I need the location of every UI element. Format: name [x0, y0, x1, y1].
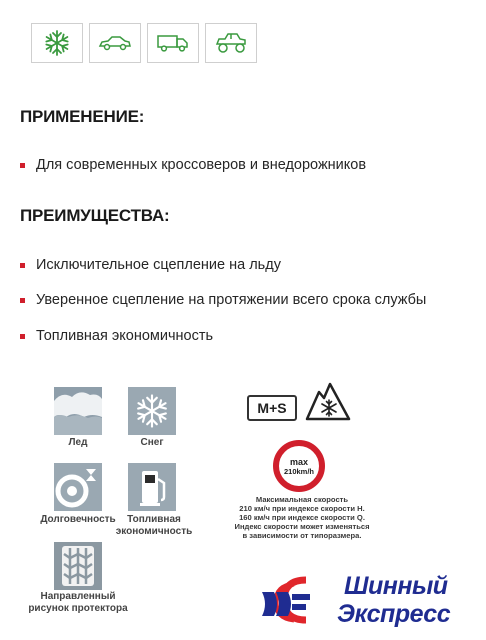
- advantages-heading: ПРЕИМУЩЕСТВА:: [20, 206, 170, 225]
- tread-label-line1: Направленный: [40, 591, 116, 602]
- snow-label: Снег: [140, 437, 164, 448]
- speed-info-line: Индекс скорости может изменяться: [234, 522, 370, 531]
- brand-name-line1: Шинный: [344, 572, 448, 600]
- mud-snow-badge: M+S: [247, 395, 297, 421]
- durability-label: Долговечность: [40, 514, 116, 525]
- tire-hourglass-icon: [54, 463, 102, 511]
- brand-logo-mark: [262, 570, 342, 635]
- bullet-marker: [20, 263, 25, 268]
- tread-label-line2: рисунок протектора: [28, 603, 128, 614]
- list-item: [20, 157, 366, 173]
- car-icon: [89, 23, 141, 63]
- fuel-pump-icon: [128, 463, 176, 511]
- advantage-item-text: Уверенное сцепление на протяжении всего срока службы: [36, 292, 427, 308]
- speed-max-label: max: [289, 456, 308, 467]
- application-heading: ПРИМЕНЕНИЕ:: [20, 107, 145, 126]
- speed-info-line: 160 км/ч при индексе скорости Q.: [239, 513, 365, 522]
- bullet-marker: [20, 298, 25, 303]
- bullet-marker: [20, 163, 25, 168]
- bullet-marker: [20, 334, 25, 339]
- offroad-icon: [205, 23, 257, 63]
- speed-info-line: 210 км/ч при индексе скорости H.: [239, 504, 365, 513]
- speed-info-line: в зависимости от типоразмера.: [242, 531, 362, 540]
- speed-info-line: Максимальная скорость: [255, 495, 349, 504]
- snowflake-icon: [128, 387, 176, 435]
- advantage-item-text: Исключительное сцепление на льду: [36, 257, 281, 273]
- speed-value: 210km/h: [283, 466, 315, 476]
- tread-pattern-icon: [54, 542, 102, 590]
- snowflake-icon: [31, 23, 83, 63]
- truck-icon: [147, 23, 199, 63]
- ice-label: Лед: [68, 437, 88, 448]
- mountain-snowflake-icon: [304, 378, 352, 427]
- speed-limit-sign: [273, 440, 325, 492]
- list-item: [20, 328, 213, 344]
- fuel-label-line1: Топливная: [127, 514, 181, 525]
- list-item: [20, 257, 281, 273]
- brand-name-line2: Экспресс: [337, 600, 451, 628]
- ice-icon: [54, 387, 102, 435]
- list-item: [20, 292, 426, 308]
- application-item-text: Для современных кроссоверов и внедорожников: [36, 157, 367, 173]
- fuel-label-line2: экономичность: [115, 526, 193, 537]
- advantage-item-text: Топливная экономичность: [36, 328, 214, 344]
